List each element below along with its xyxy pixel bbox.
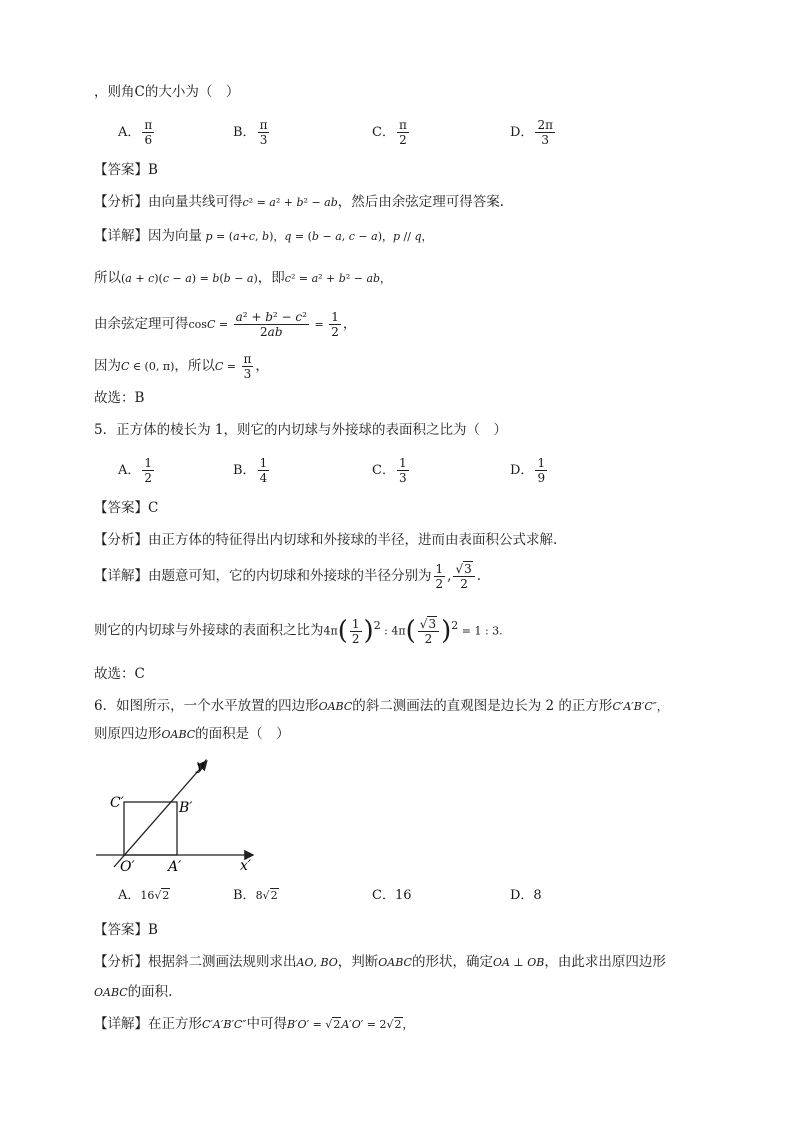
q5-stem: 5．正方体的棱长为 1，则它的内切球与外接球的表面积之比为（ ） — [94, 422, 507, 438]
q6-answer: 【答案】B — [94, 922, 158, 938]
q4-stem: ，则角C的大小为（ ） — [94, 84, 240, 100]
q4-option-d: D． $\frac{2\pi}{3}$ — [510, 118, 553, 147]
q4-line-cos: 由余弦定理可得cosC = $\frac{\text{a² + b² − c²}}{2ab}$ = $\frac{1}{2}$ ， — [94, 310, 357, 339]
q5-option-b: B． $\frac{1}{4}$ — [233, 456, 268, 485]
q5-ratio: 则它的内切球与外接球的表面积之比为4π( $\frac{1}{2}$ )$^2$ : 4π( $\frac{√3}{2}$ )$^2$ = 1 : 3. — [94, 616, 503, 646]
q6-analysis-line2: OABC的面积. — [94, 984, 173, 1000]
q6-option-d: D．8 — [510, 888, 542, 903]
label-a: A′ — [168, 859, 182, 875]
q4-option-a: A． $\frac{\pi}{6}$ — [118, 118, 153, 147]
q4-option-c: C． $\frac{\pi}{2}$ — [372, 118, 407, 147]
label-x: x′ — [240, 858, 252, 874]
q4-option-b: B． $\frac{\pi}{3}$ — [233, 118, 268, 147]
q5-answer: 【答案】C — [94, 500, 159, 516]
q6-stem-line1: 6．如图所示，一个水平放置的四边形OABC的斜二测画法的直观图是边长为 2 的正方形C′A′B′C″， — [94, 698, 668, 714]
label-c: C′ — [110, 795, 124, 811]
q4-line-because: 因为C ∈ (0, π)，所以C = $\frac{\pi}{3}$ ， — [94, 352, 269, 381]
q6-analysis-line1: 【分析】根据斜二测画法规则求出AO, BO，判断OABC的形状，确定OA ⊥ OB，由此求出原四边形 — [94, 954, 666, 970]
q6-option-c: C．16 — [372, 888, 412, 903]
label-y: y′ — [196, 758, 208, 774]
q4-line-so: 所以(a + c)(c − a) = b(b − a)，即c² = a² + b² − ab， — [94, 270, 392, 286]
q6-option-a: A．16√2 — [118, 888, 170, 903]
q5-option-a: A． $\frac{1}{2}$ — [118, 456, 153, 485]
q6-stem-line2: 则原四边形OABC的面积是（ ） — [94, 726, 290, 742]
label-o: O′ — [120, 859, 135, 875]
q4-answer: 【答案】B — [94, 162, 158, 178]
q4-detail: 【详解】因为向量 p = (a+c, b)，q = (b − a, c − a)，p // q， — [94, 228, 433, 244]
q5-option-c: C． $\frac{1}{3}$ — [372, 456, 407, 485]
q6-option-b: B．8√2 — [233, 888, 278, 903]
q6-figure — [90, 752, 270, 878]
q5-analysis: 【分析】由正方体的特征得出内切球和外接球的半径，进而由表面积公式求解. — [94, 532, 558, 548]
label-b: B′ — [179, 800, 193, 816]
q5-detail: 【详解】由题意可知，它的内切球和外接球的半径分别为 $\frac{1}{2}$ , $\frac{√3}{2}$ . — [94, 562, 482, 591]
q4-analysis: 【分析】由向量共线可得c² = a² + b² − ab，然后由余弦定理可得答案. — [94, 194, 505, 210]
q5-choose: 故选：C — [94, 666, 145, 682]
q4-choose: 故选：B — [94, 390, 145, 406]
q6-detail: 【详解】在正方形C′A′B′C″中可得B′O′ = √2A′O′ = 2√2， — [94, 1016, 414, 1032]
q5-option-d: D． $\frac{1}{9}$ — [510, 456, 546, 485]
